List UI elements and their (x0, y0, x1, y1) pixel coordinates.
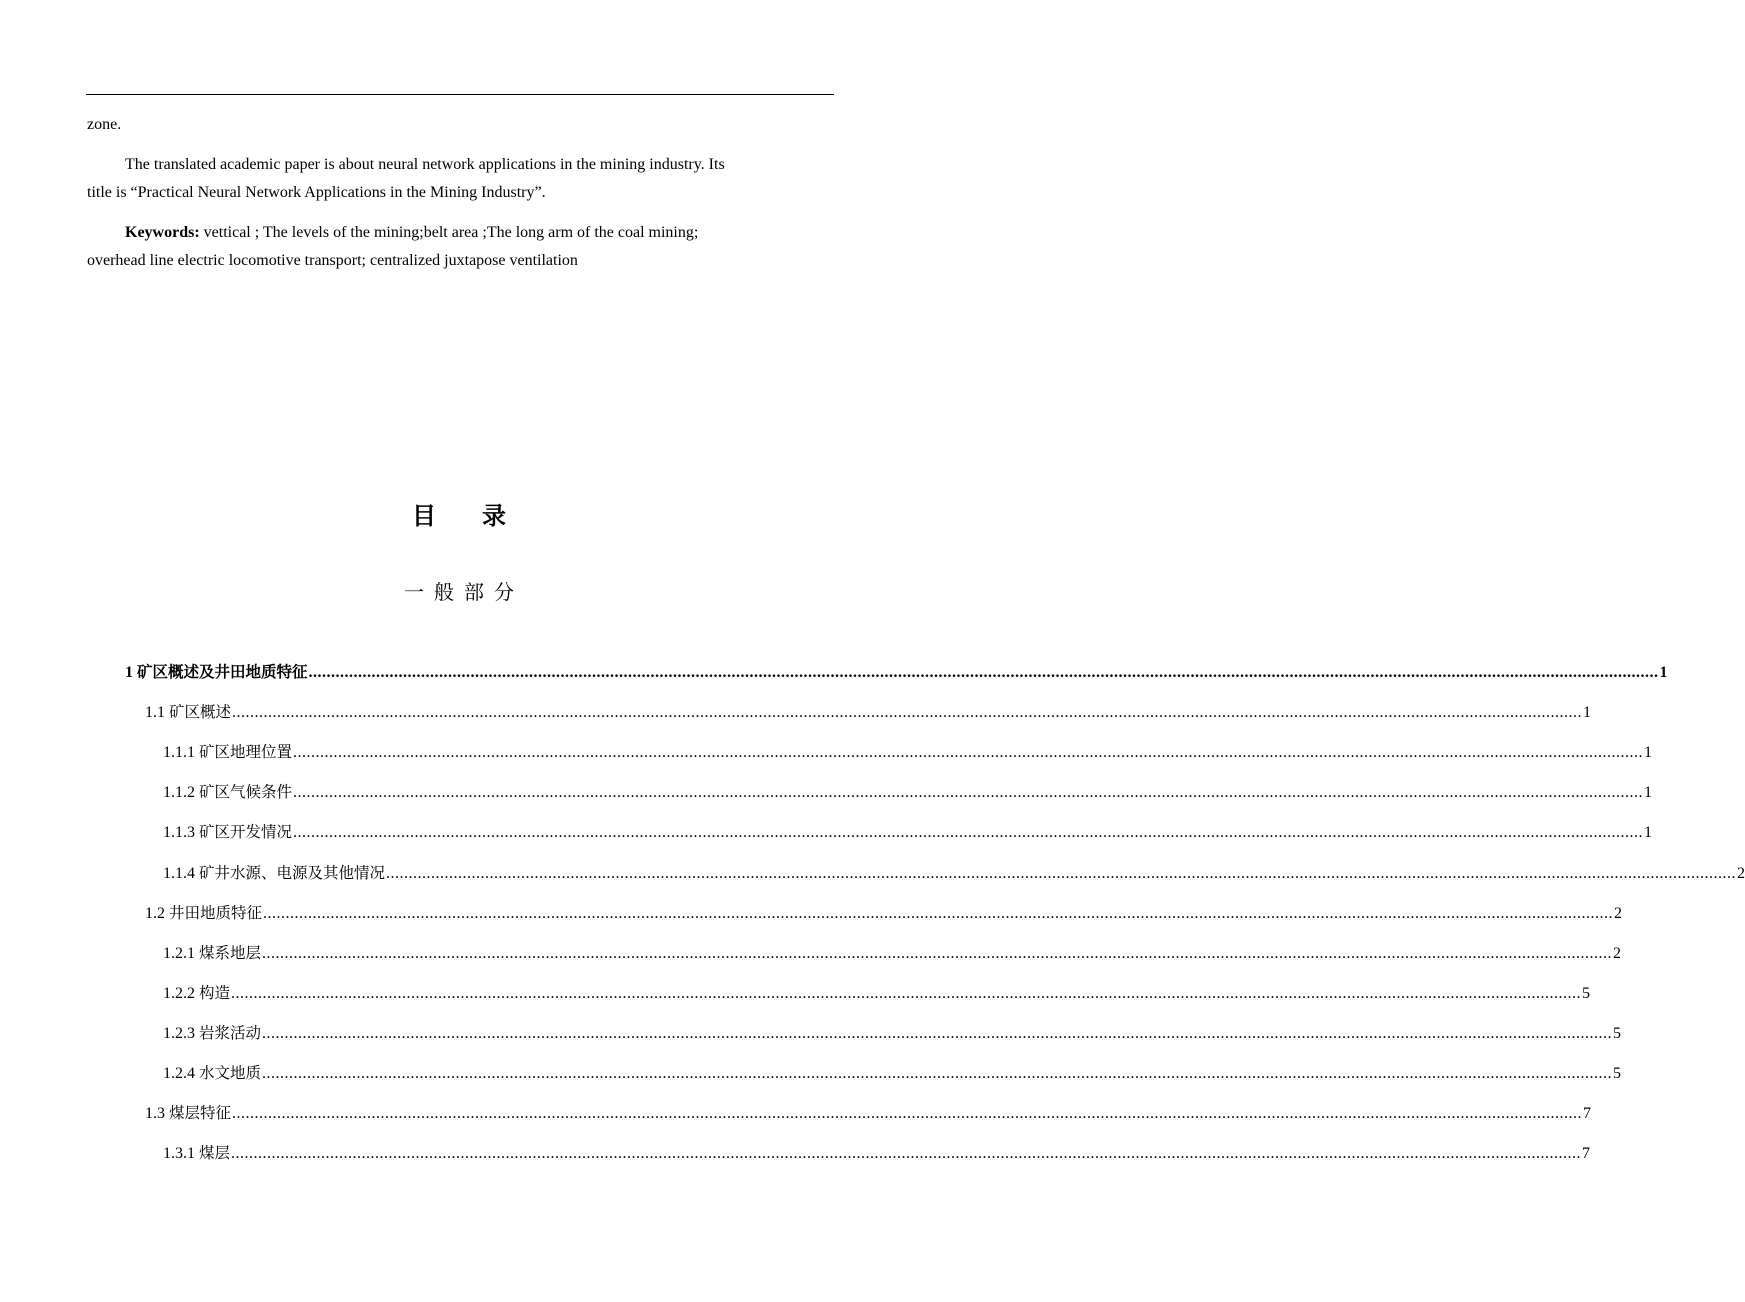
toc-entry-number: 1.2.4 (163, 1065, 195, 1082)
toc-entry-label (125, 662, 308, 683)
toc-leader-dots: ............................................................................................................................................................................................................................................................................................................ (231, 1145, 1582, 1163)
toc-entry[interactable] (163, 1063, 1622, 1083)
toc-entry[interactable] (163, 822, 1653, 842)
toc-entry-text: 煤层 (199, 1144, 231, 1163)
toc-entry[interactable] (145, 1103, 1592, 1123)
toc-entry[interactable] (163, 742, 1653, 762)
toc-entry-label (145, 903, 262, 924)
toc-entry-text: 水文地质 (199, 1064, 262, 1082)
toc-entry-page: 2 (1614, 904, 1623, 922)
toc-entry-text: 矿区概述 (169, 703, 232, 722)
toc-entry[interactable] (163, 983, 1591, 1003)
toc-subtitle: 一般部分 (404, 580, 524, 604)
toc-entry-page: 2 (1737, 864, 1745, 882)
toc-title-part1: 目 (412, 502, 438, 530)
toc-entry-page: 1 (1644, 784, 1653, 802)
toc-entry[interactable] (145, 702, 1592, 722)
toc-entry[interactable] (145, 903, 1623, 923)
toc-entry-page: 1 (1644, 824, 1653, 842)
toc-entry-label (163, 742, 292, 763)
toc-entry-text: 矿区气候条件 (199, 783, 293, 802)
toc-entry[interactable] (163, 943, 1622, 963)
toc-entry-number: 1.1.2 (163, 784, 195, 802)
toc-leader-dots: ............................................................................................................................................................................................................................................................................................................ (263, 904, 1614, 922)
toc-entry-number: 1.1.1 (163, 744, 195, 762)
toc-entry-text: 井田地质特征 (169, 903, 263, 922)
toc-entry-number: 1.3.1 (163, 1145, 195, 1163)
toc-entry[interactable] (163, 1143, 1591, 1163)
toc-entry[interactable] (163, 782, 1653, 802)
toc-entry-number: 1.2 (145, 904, 165, 922)
keywords-line (125, 219, 698, 247)
toc-entry-label (163, 943, 261, 964)
toc-entry-label (163, 1143, 230, 1164)
toc-leader-dots: ............................................................................................................................................................................................................................................................................................................ (232, 1105, 1583, 1123)
toc-leader-dots: ............................................................................................................................................................................................................................................................................................................ (262, 944, 1613, 962)
toc-entry-label (145, 1103, 231, 1124)
toc-entry-text: 矿区开发情况 (199, 823, 293, 842)
header-rule (86, 94, 834, 95)
toc-entry-label (163, 1023, 261, 1044)
toc-entry-text: 煤层特征 (169, 1104, 232, 1123)
toc-leader-dots: ............................................................................................................................................................................................................................................................................................................ (232, 704, 1583, 722)
toc-entry-page: 7 (1583, 1105, 1592, 1123)
toc-leader-dots: ............................................................................................................................................................................................................................................................................................................ (308, 664, 1659, 681)
toc-entry-page: 5 (1582, 984, 1591, 1002)
toc-leader-dots: ............................................................................................................................................................................................................................................................................................................ (262, 1024, 1613, 1042)
toc-entry-label (163, 782, 292, 803)
toc-entry-text: 矿井水源、电源及其他情况 (199, 863, 386, 882)
toc-entry-number: 1.1.3 (163, 824, 195, 842)
toc-entry-number: 1.2.3 (163, 1024, 195, 1042)
toc-leader-dots: ............................................................................................................................................................................................................................................................................................................ (293, 784, 1644, 802)
toc-leader-dots: ............................................................................................................................................................................................................................................................................................................ (231, 984, 1582, 1002)
toc-entry-number: 1.1 (145, 704, 165, 722)
toc-leader-dots: ............................................................................................................................................................................................................................................................................................................ (293, 824, 1644, 842)
toc-entry-label (145, 702, 231, 723)
toc-entry-page: 5 (1613, 1024, 1622, 1042)
toc-entry-number: 1.2.2 (163, 984, 195, 1002)
toc-leader-dots: ............................................................................................................................................................................................................................................................................................................ (262, 1065, 1613, 1082)
toc-entry-text: 矿区地理位置 (199, 743, 293, 762)
toc-leader-dots: ............................................................................................................................................................................................................................................................................................................ (293, 744, 1644, 762)
keywords-line-2: overhead line electric locomotive transport; centralized juxtapose ventilation (87, 252, 578, 269)
toc-entry-text: 岩浆活动 (199, 1023, 262, 1042)
paragraph-line: The translated academic paper is about neural network applications in the mining industry. Its (125, 156, 725, 173)
toc-entry-number: 1.1.4 (163, 864, 195, 882)
toc-entry[interactable] (125, 662, 1668, 682)
toc-entry-page: 1 (1659, 664, 1668, 681)
toc-leader-dots: ............................................................................................................................................................................................................................................................................................................ (386, 864, 1737, 882)
text-line-zone: zone. (87, 116, 122, 133)
toc-entry[interactable] (163, 863, 1745, 883)
paragraph-line: title is “Practical Neural Network Applications in the Mining Industry”. (87, 184, 546, 201)
toc-entry-text: 构造 (199, 983, 231, 1002)
toc-entry-page: 5 (1613, 1065, 1622, 1082)
toc-entry-label (163, 983, 230, 1004)
toc-entry-number: 1.2.1 (163, 944, 195, 962)
keywords-text: vettical ; The levels of the mining;belt area ;The long arm of the coal mining; (199, 224, 699, 241)
toc-entry-page: 1 (1644, 744, 1653, 762)
toc-entry-number: 1.3 (145, 1105, 165, 1123)
toc-entry-number: 1 (125, 664, 133, 681)
toc-entry-label (163, 1063, 261, 1084)
toc-entry-label (163, 863, 385, 884)
toc-entry[interactable] (163, 1023, 1622, 1043)
toc-title-part2: 录 (482, 502, 508, 530)
toc-entry-page: 7 (1582, 1145, 1591, 1163)
toc-entry-page: 1 (1583, 704, 1592, 722)
toc-entry-label (163, 822, 292, 843)
keywords-label: Keywords: (125, 224, 200, 241)
toc-entry-text: 矿区概述及井田地质特征 (137, 663, 308, 681)
toc-entry-page: 2 (1613, 944, 1622, 962)
toc-entry-text: 煤系地层 (199, 943, 262, 962)
toc-title (0, 496, 920, 531)
